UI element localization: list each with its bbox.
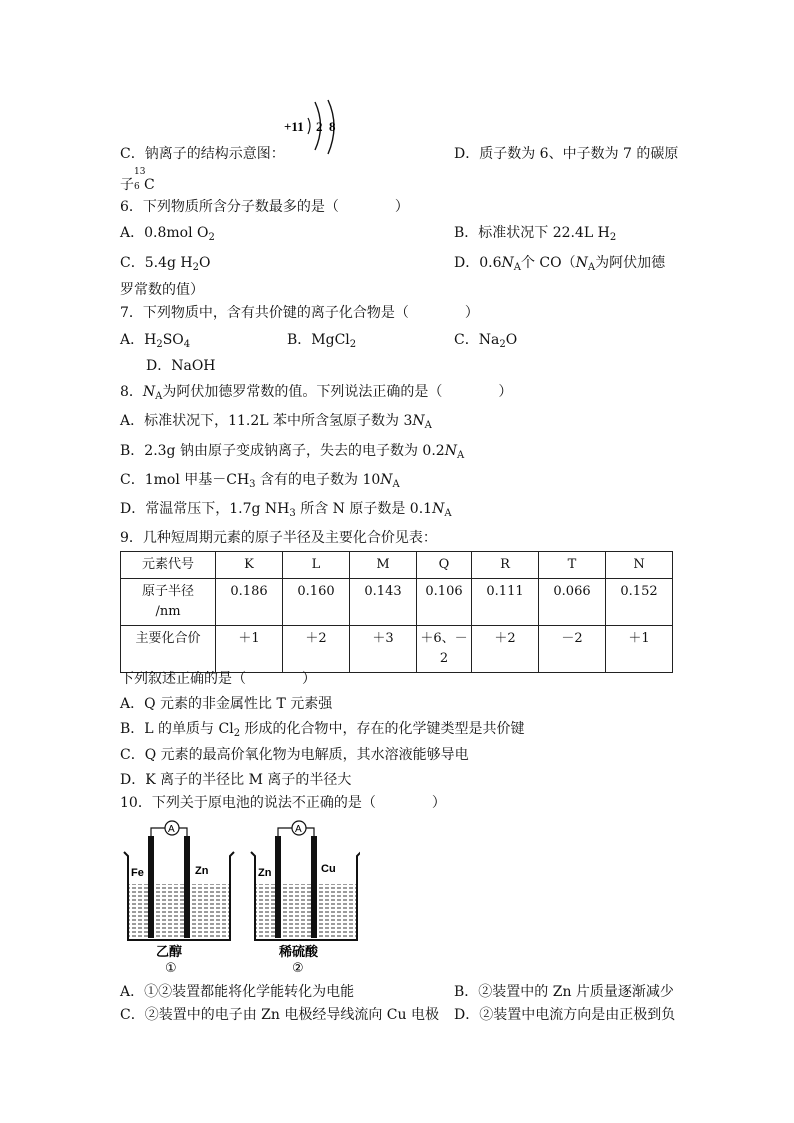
liquid-label-2: 稀硫酸 bbox=[279, 945, 319, 960]
shell-1-electrons: 2 bbox=[316, 119, 323, 134]
ammeter-label-2: A bbox=[295, 824, 302, 835]
q7-option-a: A．$H_2SO_4$ bbox=[120, 332, 191, 350]
q6-stem: 6．下列物质所含分子数最多的是（ ） bbox=[120, 199, 409, 215]
q6-option-c: C．5.4g $H_2O$ bbox=[120, 255, 211, 273]
shell-2-electrons: 8 bbox=[329, 119, 336, 134]
q5-option-c: C．钠离子的结构示意图： bbox=[120, 146, 285, 162]
table-cell: 0.106 bbox=[417, 579, 472, 626]
table-cell: ＋3 bbox=[350, 626, 417, 673]
q6-option-d-continued: 罗常数的值） bbox=[120, 282, 204, 298]
table-header-cell: L bbox=[283, 552, 350, 579]
q9-option-d: D．K 离子的半径比 M 离子的半径大 bbox=[120, 772, 352, 788]
q6-option-a: A．0.8mol $O_2$ bbox=[120, 225, 215, 243]
q8-option-c: C．1mol 甲基$-CH_3$ 含有的电子数为 $10N_A$ bbox=[120, 472, 400, 490]
table-cell: ＋2 bbox=[472, 626, 539, 673]
q10-stem: 10．下列关于原电池的说法不正确的是（ ） bbox=[120, 795, 446, 811]
table-row-valence bbox=[121, 626, 673, 673]
table-header-cell: R bbox=[472, 552, 539, 579]
nucleus-charge: +11 bbox=[284, 119, 304, 134]
q6-option-b: B．标准状况下 22.4L $H_2$ bbox=[454, 225, 617, 243]
q9-option-b: B．L 的单质与 $Cl_2$ 形成的化合物中，存在的化学键类型是共价键 bbox=[120, 721, 525, 739]
cell-figure-1 bbox=[124, 821, 234, 976]
table-header-cell: N bbox=[606, 552, 673, 579]
q8-stem: 8．$N_A$为阿伏加德罗常数的值。下列说法正确的是（ ） bbox=[120, 384, 513, 402]
table-cell: ＋6、－2 bbox=[417, 626, 472, 673]
figure-number-2: ② bbox=[292, 961, 304, 976]
q10-option-c: C．②装置中的电子由 Zn 电极经导线流向 Cu 电极 bbox=[120, 1007, 439, 1023]
q6-option-d: D．$0.6N_A$个 $CO(N_A$为阿伏加德 bbox=[454, 255, 666, 273]
q5-option-d: D．质子数为 6、中子数为 7 的碳原 bbox=[454, 146, 679, 162]
table-cell: 0.111 bbox=[472, 579, 539, 626]
q5-option-d-continued: 子 13 6 C bbox=[120, 167, 155, 193]
sodium-ion-structure-diagram bbox=[284, 98, 354, 158]
table-row-radius bbox=[121, 579, 673, 626]
figure-number-1: ① bbox=[165, 961, 177, 976]
table-cell: ＋1 bbox=[216, 626, 283, 673]
q9-option-a: A．Q 元素的非金属性比 T 元素强 bbox=[120, 696, 333, 712]
q9-stem: 9．几种短周期元素的原子半径及主要化合价见表： bbox=[120, 530, 437, 546]
q9-follow: 下列叙述正确的是（ ） bbox=[120, 671, 316, 687]
q8-option-b: B．2.3g 钠由原子变成钠离子，失去的电子数为 $0.2N_A$ bbox=[120, 443, 465, 461]
electrode-right-label-2: Cu bbox=[321, 863, 336, 875]
table-cell: ＋2 bbox=[283, 626, 350, 673]
table-cell: －2 bbox=[539, 626, 606, 673]
q10-option-d: D．②装置中电流方向是由正极到负 bbox=[454, 1007, 676, 1023]
table-cell: 0.143 bbox=[350, 579, 417, 626]
table-header-cell: T bbox=[539, 552, 606, 579]
electrode-right-label-1: Zn bbox=[195, 865, 209, 877]
table-row-label: 主要化合价 bbox=[121, 626, 216, 673]
table-cell: 0.066 bbox=[539, 579, 606, 626]
q9-option-c: C．Q 元素的最高价氧化物为电解质，其水溶液能够导电 bbox=[120, 747, 469, 763]
liquid-label-1: 乙醇 bbox=[156, 945, 183, 960]
ammeter-label-1: A bbox=[168, 824, 175, 835]
element-properties-table bbox=[120, 551, 673, 673]
q7-option-c: C．$Na_2O$ bbox=[454, 332, 518, 350]
q10-option-b: B．②装置中的 Zn 片质量逐渐减少 bbox=[454, 984, 674, 1000]
q7-stem: 7．下列物质中，含有共价键的离子化合物是（ ） bbox=[120, 305, 479, 321]
electrode-left-label-1: Fe bbox=[131, 867, 144, 879]
table-row-label: 原子半径 /nm bbox=[121, 579, 216, 626]
q10-option-a: A．①②装置都能将化学能转化为电能 bbox=[120, 984, 355, 1000]
table-header-cell: K bbox=[216, 552, 283, 579]
electrode-left-label-2: Zn bbox=[258, 867, 272, 879]
table-cell: 0.160 bbox=[283, 579, 350, 626]
table-cell: ＋1 bbox=[606, 626, 673, 673]
table-header-cell: M bbox=[350, 552, 417, 579]
table-cell: 0.152 bbox=[606, 579, 673, 626]
q8-option-a: A．标准状况下，11.2L 苯中所含氢原子数为 $3N_A$ bbox=[120, 413, 432, 431]
q8-option-d: D．常温常压下，1.7g $NH_3$ 所含 N 原子数是 $0.1N_A$ bbox=[120, 501, 452, 519]
table-header-cell: 元素代号 bbox=[121, 552, 216, 579]
table-header-cell: Q bbox=[417, 552, 472, 579]
q7-option-d: D．NaOH bbox=[146, 358, 216, 374]
table-cell: 0.186 bbox=[216, 579, 283, 626]
q7-option-b: B．MgCl$_2$ bbox=[287, 332, 357, 350]
galvanic-cell-figures bbox=[120, 818, 360, 978]
cell-figure-2 bbox=[251, 821, 360, 976]
table-header-row bbox=[121, 552, 673, 579]
